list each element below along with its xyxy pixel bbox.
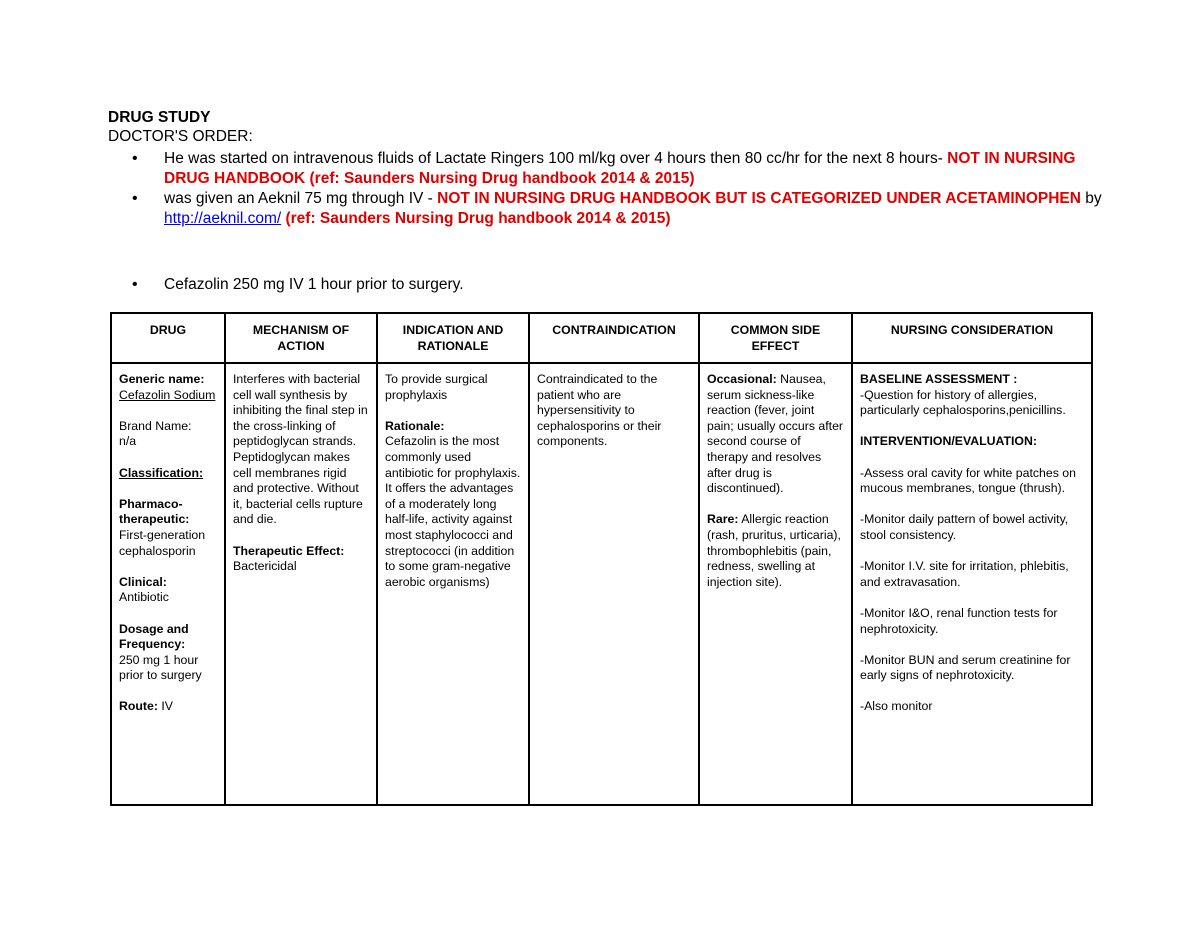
header-nursing: NURSING CONSIDERATION: [852, 313, 1092, 363]
order-note: NOT IN NURSING DRUG HANDBOOK BUT IS CATEGORIZED UNDER ACETAMINOPHEN: [437, 190, 1081, 207]
table-row: [111, 363, 1092, 805]
order-ref: (ref: Saunders Nursing Drug handbook 2014 & 2015): [281, 210, 671, 227]
doctors-order-label: DOCTOR'S ORDER:: [108, 128, 253, 145]
order-item: • He was started on intravenous fluids of Lactate Ringers 100 ml/kg over 4 hours then 80 cc/hr for the next 8 hours- NOT IN NURSING DRUG HANDBOOK (ref: Saunders Nursing Drug handbook 2014 & 2015): [128, 149, 1108, 189]
contraindication-cell: Contraindicated to the patient who are hypersensitivity to cephalosporins or their components.: [529, 363, 699, 805]
nursing-item: -Monitor daily pattern of bowel activity, stool consistency.: [860, 512, 1069, 542]
drug-study-table: [110, 312, 1093, 806]
mechanism-cell: Interferes with bacterial cell wall synthesis by inhibiting the final step in the cross-linking of peptidoglycan strands. Peptidoglycan makes cell membranes rigid and protective. Without it, bacterial cells rupture and die. Therapeutic Effect: Bactericidal: [225, 363, 377, 805]
nursing-item: -Monitor I.V. site for irritation, phlebitis, and extravasation.: [860, 559, 1069, 589]
indication-cell: To provide surgical prophylaxis Rationale: Cefazolin is the most commonly used antibiotic for prophylaxis. It offers the advantages of a moderately long half-life, activity against most staphylococci and streptococci (in addition to some gram-negative aerobic organisms): [377, 363, 529, 805]
header-contraindication: CONTRAINDICATION: [529, 313, 699, 363]
order-item: • was given an Aeknil 75 mg through IV - NOT IN NURSING DRUG HANDBOOK BUT IS CATEGORIZED UNDER ACETAMINOPHEN by http://aeknil.com/ (ref: Saunders Nursing Drug handbook 2014 & 2015): [128, 189, 1108, 229]
order-note: NOT IN NURSING DRUG HANDBOOK (ref: Saunders Nursing Drug handbook 2014 & 2015): [164, 150, 1076, 187]
aeknil-link[interactable]: http://aeknil.com/: [164, 210, 282, 227]
header-mechanism: MECHANISM OF ACTION: [225, 313, 377, 363]
table-header-row: [111, 313, 1092, 363]
header-indication: INDICATION AND RATIONALE: [377, 313, 529, 363]
nursing-item: -Assess oral cavity for white patches on mucous membranes, tongue (thrush).: [860, 465, 1076, 496]
order-item: • Cefazolin 250 mg IV 1 hour prior to surgery.: [128, 275, 464, 295]
header-side-effect: COMMON SIDE EFFECT: [699, 313, 852, 363]
page-title: DRUG STUDY: [108, 109, 211, 126]
generic-name: Cefazolin Sodium: [119, 387, 216, 402]
nursing-item: -Monitor BUN and serum creatinine for early signs of nephrotoxicity.: [860, 652, 1071, 683]
drug-cell: Generic name: Cefazolin Sodium Brand Name: n/a Classification: Pharmaco-therapeutic: First-generation cephalosporin Clinical: Antibiotic Dosage and Frequency: 250 mg 1 hour prior to surgery Route: IV: [111, 363, 225, 805]
brand-name: n/a: [119, 434, 137, 449]
nursing-cell: BASELINE ASSESSMENT : -Question for history of allergies, particularly cephalosporins,penicillins. INTERVENTION/EVALUATION: -Assess oral cavity for white patches on mucous membranes, tongue (thrush). -Monitor daily pattern of bowel activity, stool consistency. -Monitor I.V. site for irritation, phlebitis, and extravasation. -Monitor I&O, renal function tests for nephrotoxicity. -Monitor BUN and serum creatinine for early signs of nephrotoxicity. -Also monitor: [852, 363, 1092, 805]
order-list: [128, 149, 1108, 229]
nursing-item: -Also monitor: [860, 699, 933, 714]
order-list-2: [128, 275, 464, 295]
side-effect-cell: Occasional: Nausea, serum sickness-like reaction (fever, joint pain; usually occurs after second course of therapy and resolves after drug is discontinued). Rare: Allergic reaction (rash, pruritus, urticaria), thrombophlebitis (pain, redness, swelling at injection site).: [699, 363, 852, 805]
nursing-item: -Monitor I&O, renal function tests for nephrotoxicity.: [860, 605, 1058, 636]
header-drug: DRUG: [111, 313, 225, 363]
